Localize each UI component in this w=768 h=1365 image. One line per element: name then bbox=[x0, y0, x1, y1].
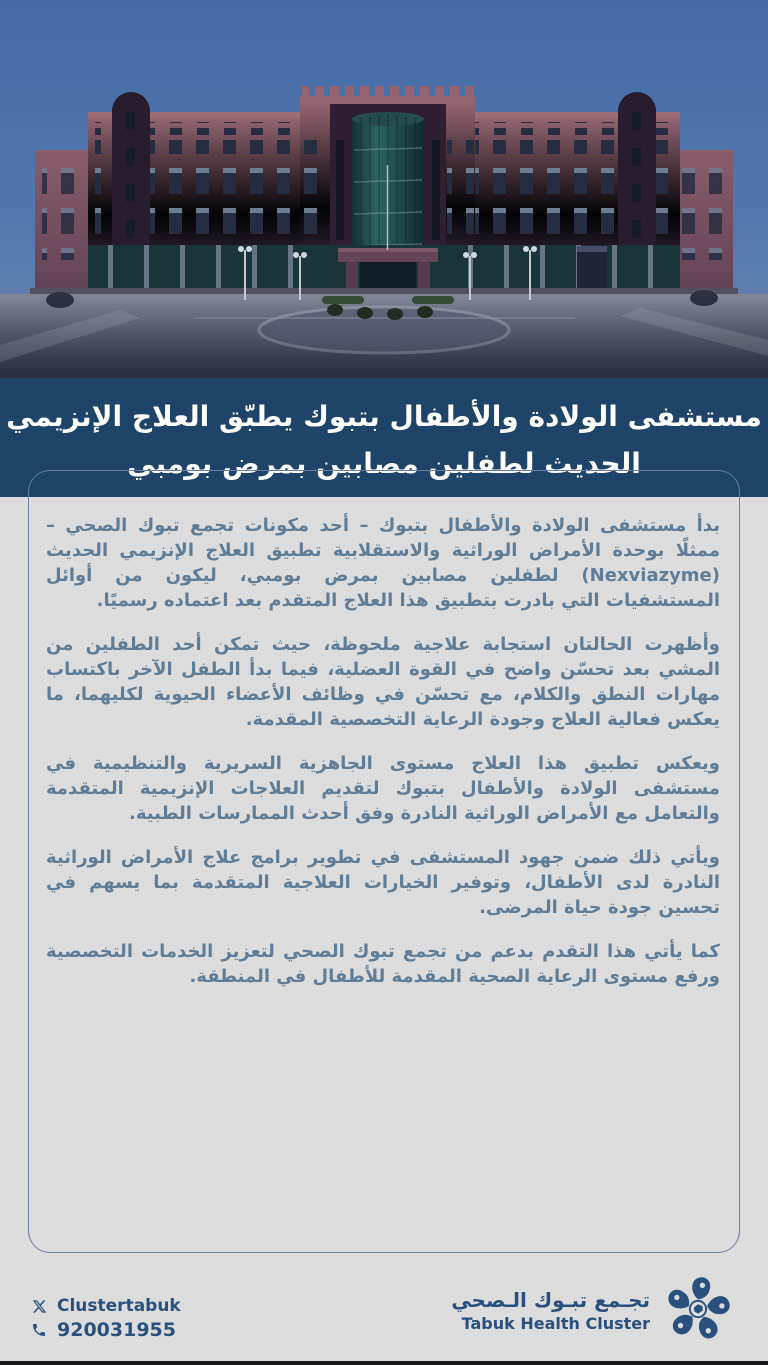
page-title-line1: مستشفى الولادة والأطفال بتبوك يطبّق العلاج الإنزيمي bbox=[6, 400, 762, 433]
flower-logo-icon bbox=[661, 1272, 735, 1350]
title-band bbox=[0, 378, 768, 497]
phone-row bbox=[30, 1319, 181, 1341]
x-handle-text: Clustertabuk bbox=[57, 1296, 181, 1316]
logo-english-text: Tabuk Health Cluster bbox=[461, 1314, 650, 1333]
hospital-photo bbox=[0, 0, 768, 378]
article-body bbox=[0, 497, 768, 1251]
paragraph-2: وأظهرت الحالتان استجابة علاجية ملحوظة، حيث تمكن أحد الطفلين من المشي بعد تحسّن واضح في القوة العضلية، فيما بدأ الطفل الآخر باكتساب مهارات النطق والكلام، مع تحسّن في وظائف الأعضاء الحيوية لكليهما، ما يعكس فعالية العلاج وجودة الرعاية التخصصية المقدمة. bbox=[46, 634, 720, 730]
x-handle-row bbox=[30, 1296, 181, 1316]
bottom-strip bbox=[0, 1361, 768, 1365]
phone-number-text: 920031955 bbox=[57, 1319, 176, 1341]
paragraph-4: ويأتي ذلك ضمن جهود المستشفى في تطوير برامج علاج الأمراض الوراثية النادرة لدى الأطفال، وتوفير الخيارات العلاجية المتقدمة بما يسهم في تحسين جودة حياة المرضى. bbox=[46, 847, 720, 918]
phone-icon bbox=[30, 1322, 48, 1338]
footer-logo bbox=[451, 1272, 735, 1350]
x-logo-icon bbox=[30, 1299, 48, 1314]
logo-wordmark bbox=[451, 1287, 650, 1335]
logo-arabic-text: تجـمع تبـوك الـصحي bbox=[451, 1288, 650, 1312]
paragraph-3: ويعكس تطبيق هذا العلاج مستوى الجاهزية السريرية والتنظيمية في مستشفى الولادة والأطفال بتبوك لتقديم العلاجات الإنزيمية المتقدمة والتعامل مع الأمراض الوراثية النادرة وفق أحدث الممارسات الطبية. bbox=[46, 753, 720, 824]
paragraph-5: كما يأتي هذا التقدم بدعم من تجمع تبوك الصحي لتعزيز الخدمات التخصصية ورفع مستوى الرعاية الصحية المقدمة للأطفال في المنطقة. bbox=[46, 941, 720, 987]
hospital-building-illustration bbox=[0, 0, 768, 378]
page-title-line2: الحديث لطفلين مصابين بمرض بومبي bbox=[127, 447, 641, 480]
paragraph-1: بدأ مستشفى الولادة والأطفال بتبوك – أحد مكونات تجمع تبوك الصحي – ممثلًا بوحدة الأمراض الوراثية والاستقلابية تطبيق العلاج الإنزيمي الحديث (Nexviazyme) لطفلين مصابين بمرض بومبي، ليكون من أوائل المستشفيات التي بادرت بتطبيق هذا العلاج المتقدم بعد اعتماده رسميًا. bbox=[46, 515, 720, 611]
footer-contact bbox=[30, 1296, 181, 1341]
